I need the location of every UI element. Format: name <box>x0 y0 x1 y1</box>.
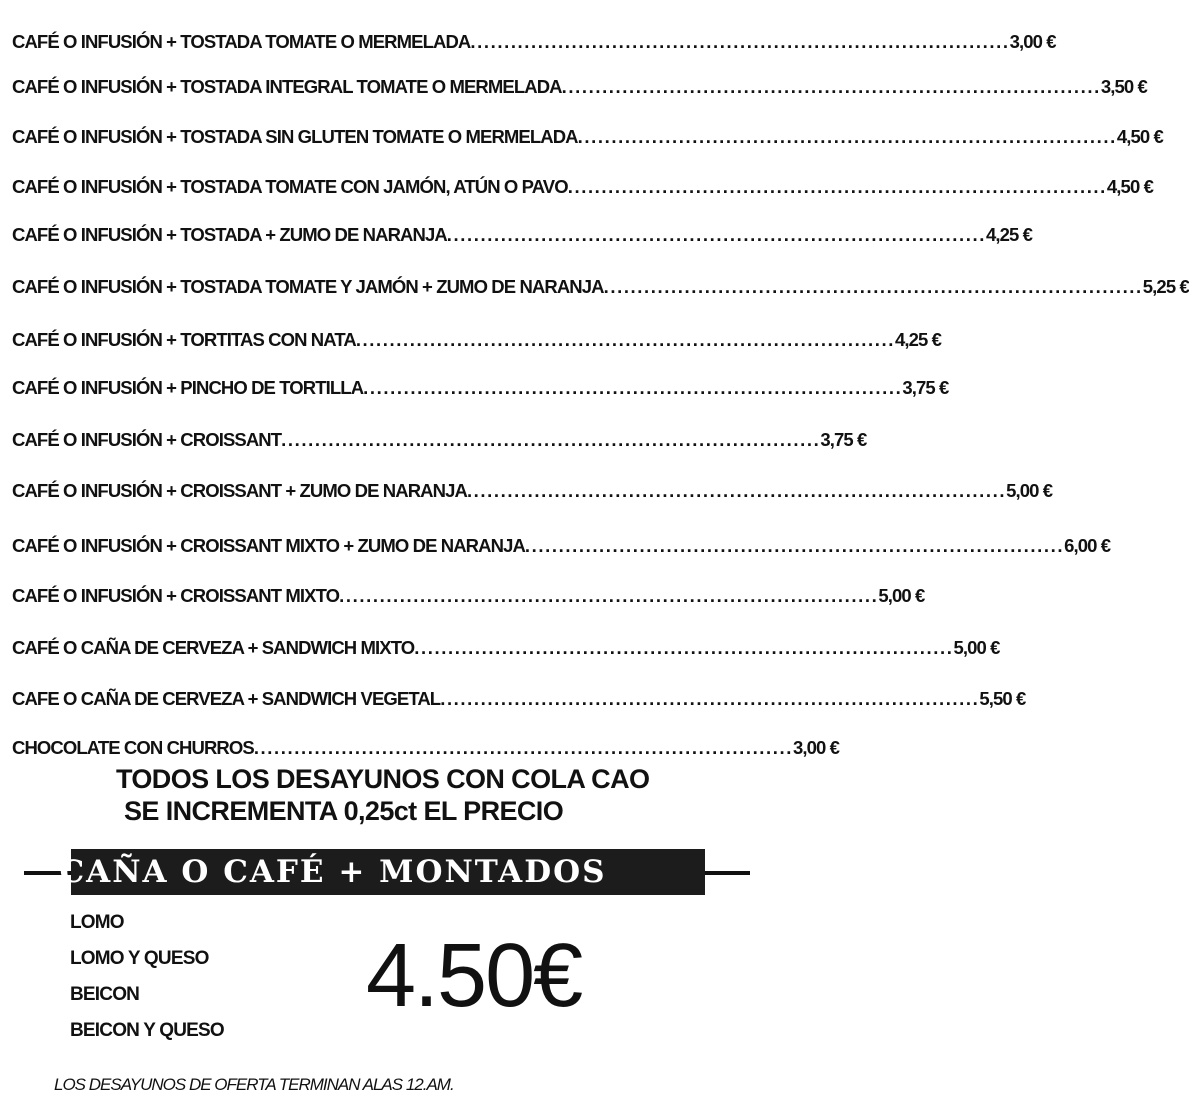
menu-item-name: CAFÉ O INFUSIÓN + CROISSANT + ZUMO DE NARANJA <box>12 480 467 501</box>
dot-leader: ................................................................................ <box>339 585 879 606</box>
dot-leader: ................................................................................ <box>355 329 896 350</box>
cola-cao-note-line2: SE INCREMENTA 0,25ct EL PRECIO <box>124 796 564 826</box>
dot-leader: ................................................................................ <box>466 480 1007 501</box>
menu-row <box>12 274 1189 298</box>
menu-row <box>12 735 840 759</box>
menu-row <box>12 222 1033 246</box>
menu-item-name: CAFÉ O INFUSIÓN + TOSTADA SIN GLUTEN TOMATE O MERMELADA <box>12 126 578 147</box>
menu-item-name: CAFE O CAÑA DE CERVEZA + SANDWICH VEGETAL <box>12 688 441 709</box>
banner-rule-right <box>702 871 750 875</box>
dot-leader: ................................................................................ <box>363 377 903 398</box>
offer-footer-note: LOS DESAYUNOS DE OFERTA TERMINAN ALAS 12.AM. <box>54 1075 454 1094</box>
montados-item: LOMO <box>70 912 124 933</box>
menu-item-price: 6,00 € <box>1064 535 1111 556</box>
montados-item: BEICON <box>70 984 140 1005</box>
menu-row <box>12 29 1056 53</box>
montados-item: BEICON Y QUESO <box>70 1020 224 1041</box>
menu-row <box>12 74 1147 98</box>
menu-item-name: CAFÉ O INFUSIÓN + TOSTADA TOMATE O MERMELADA <box>12 31 471 52</box>
menu-row <box>12 427 867 451</box>
menu-item-price: 4,25 € <box>895 329 942 350</box>
menu-item-price: 3,75 € <box>902 377 949 398</box>
menu-item-price: 4,25 € <box>986 224 1033 245</box>
dot-leader: ................................................................................ <box>603 276 1143 297</box>
menu-item-name: CAFÉ O INFUSIÓN + TOSTADA TOMATE Y JAMÓN + ZUMO DE NARANJA <box>12 276 604 297</box>
montados-banner <box>59 849 705 895</box>
menu-item-price: 4,50 € <box>1106 176 1153 197</box>
menu-row <box>12 327 942 351</box>
menu-item-name: CAFÉ O INFUSIÓN + TOSTADA INTEGRAL TOMATE O MERMELADA <box>12 76 562 97</box>
dot-leader: ................................................................................ <box>414 637 954 658</box>
menu-item-name: CAFÉ O INFUSIÓN + CROISSANT MIXTO + ZUMO DE NARANJA <box>12 535 525 556</box>
montados-list <box>70 908 224 1052</box>
menu-item-price: 3,75 € <box>820 429 867 450</box>
menu-item-price: 5,00 € <box>878 585 925 606</box>
menu-item-name: CAFÉ O INFUSIÓN + TOSTADA TOMATE CON JAMÓN, ATÚN O PAVO <box>12 176 568 197</box>
menu-item-price: 4,50 € <box>1116 126 1163 147</box>
menu-item-price: 3,50 € <box>1100 76 1147 97</box>
menu-item-name: CAFÉ O INFUSIÓN + TOSTADA + ZUMO DE NARANJA <box>12 224 447 245</box>
montados-item: LOMO Y QUESO <box>70 948 209 969</box>
dot-leader: ................................................................................ <box>281 429 821 450</box>
dot-leader: ................................................................................ <box>440 688 980 709</box>
menu-item-price: 3,00 € <box>1009 31 1056 52</box>
menu-item-name: CHOCOLATE CON CHURROS <box>12 737 254 758</box>
menu-row <box>12 635 1000 659</box>
menu-item-price: 5,00 € <box>953 637 1000 658</box>
menu-item-price: 5,50 € <box>979 688 1026 709</box>
dot-leader: ................................................................................ <box>561 76 1101 97</box>
cola-cao-note-line1: TODOS LOS DESAYUNOS CON COLA CAO <box>116 764 650 794</box>
dot-leader: ................................................................................ <box>567 176 1107 197</box>
dot-leader: ................................................................................ <box>470 31 1010 52</box>
menu-item-price: 3,00 € <box>793 737 840 758</box>
dot-leader: ................................................................................ <box>253 737 794 758</box>
menu-row <box>12 375 949 399</box>
menu-row <box>12 478 1053 502</box>
menu-item-price: 5,00 € <box>1006 480 1053 501</box>
menu-item-name: CAFÉ O INFUSIÓN + TORTITAS CON NATA <box>12 329 356 350</box>
dot-leader: ................................................................................ <box>446 224 986 245</box>
menu-item-price: 5,25 € <box>1142 276 1189 297</box>
menu-row <box>12 583 925 607</box>
menu-item-name: CAFÉ O INFUSIÓN + CROISSANT <box>12 429 282 450</box>
menu-item-name: CAFÉ O INFUSIÓN + CROISSANT MIXTO <box>12 585 340 606</box>
menu-row <box>12 174 1153 198</box>
menu-item-name: CAFÉ O INFUSIÓN + PINCHO DE TORTILLA <box>12 377 364 398</box>
dot-leader: ................................................................................ <box>524 535 1065 556</box>
menu-row <box>12 533 1111 557</box>
cola-cao-note <box>116 763 716 827</box>
montados-banner-title: CAÑA O CAFÉ + MONTADOS <box>59 854 607 890</box>
menu-item-name: CAFÉ O CAÑA DE CERVEZA + SANDWICH MIXTO <box>12 637 415 658</box>
menu-row <box>12 124 1163 148</box>
dot-leader: ................................................................................ <box>577 126 1117 147</box>
montados-price: 4.50€ <box>366 926 582 1026</box>
menu-row <box>12 686 1026 710</box>
